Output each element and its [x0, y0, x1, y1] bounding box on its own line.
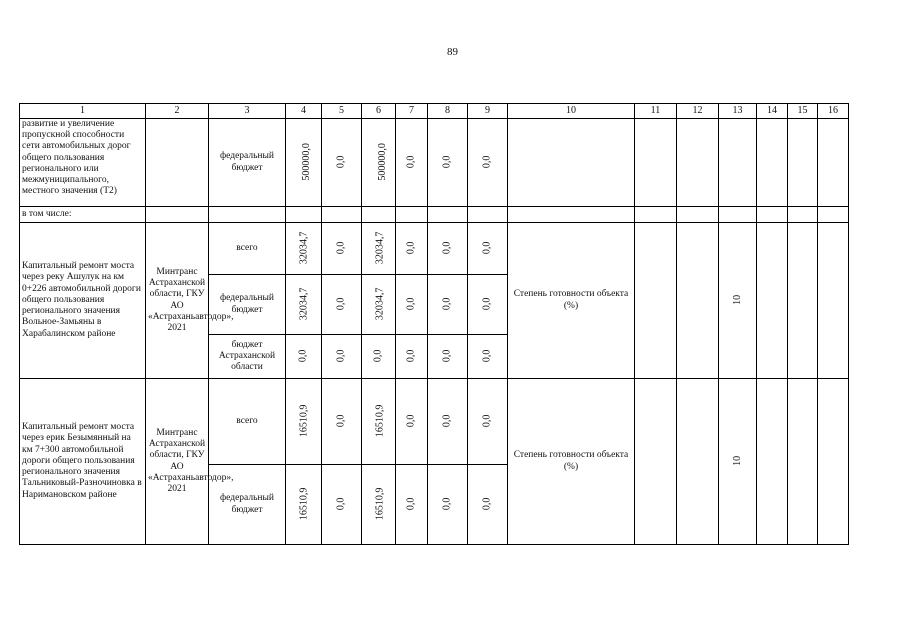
section1-executor — [146, 119, 209, 207]
value-cell: 32034,7 — [362, 275, 396, 335]
project1-source: бюджет Астраханской области — [209, 335, 286, 379]
budget-table — [19, 103, 849, 545]
header-cell: 10 — [508, 104, 635, 119]
section1-description: развитие и увеличение пропускной способности сети автомобильных дорог общего пользования регионального или межмуниципального, местного значения (Т2) — [20, 119, 146, 207]
header-cell: 2 — [146, 104, 209, 119]
project2-source: всего — [209, 379, 286, 465]
header-cell: 9 — [468, 104, 508, 119]
project2-source: федеральный бюджет — [209, 465, 286, 545]
project2-row-total — [20, 379, 849, 465]
value-cell: 0,0 — [468, 119, 508, 207]
value-cell: 0,0 — [322, 335, 362, 379]
project1-indicator: Степень готовности объекта (%) — [508, 223, 635, 379]
value-cell: 32034,7 — [286, 223, 322, 275]
value-cell: 16510,9 — [362, 465, 396, 545]
header-cell: 4 — [286, 104, 322, 119]
value-cell: 0,0 — [362, 335, 396, 379]
value-cell: 0,0 — [322, 275, 362, 335]
project2-target: 10 — [719, 379, 757, 545]
project1-target: 10 — [719, 223, 757, 379]
header-cell: 5 — [322, 104, 362, 119]
value-cell: 0,0 — [396, 379, 428, 465]
value-cell: 0,0 — [468, 379, 508, 465]
value-cell: 0,0 — [468, 335, 508, 379]
value-cell: 0,0 — [322, 223, 362, 275]
value-cell: 0,0 — [396, 335, 428, 379]
value-cell: 0,0 — [428, 465, 468, 545]
header-cell: 16 — [818, 104, 849, 119]
value-cell: 0,0 — [468, 275, 508, 335]
value-cell: 0,0 — [428, 119, 468, 207]
value-cell: 32034,7 — [362, 223, 396, 275]
section1-source: федеральный бюджет — [209, 119, 286, 207]
in-total-row — [20, 207, 849, 223]
in-total-label: в том числе: — [20, 207, 146, 223]
value-cell: 0,0 — [468, 465, 508, 545]
header-cell: 7 — [396, 104, 428, 119]
project1-source: федеральный бюджет — [209, 275, 286, 335]
value-cell: 0,0 — [322, 379, 362, 465]
value-cell: 500000,0 — [362, 119, 396, 207]
value-cell: 0,0 — [286, 335, 322, 379]
header-cell: 3 — [209, 104, 286, 119]
value-cell: 32034,7 — [286, 275, 322, 335]
value-cell: 16510,9 — [286, 379, 322, 465]
header-cell: 8 — [428, 104, 468, 119]
value-cell: 500000,0 — [286, 119, 322, 207]
header-cell: 13 — [719, 104, 757, 119]
project1-executor: Минтранс Астраханской области, ГКУ АО «Астраханьавтодор», 2021 — [146, 223, 209, 379]
value-cell: 0,0 — [468, 223, 508, 275]
header-cell: 12 — [677, 104, 719, 119]
project1-description: Капитальный ремонт моста через реку Ашулук на км 0+226 автомобильной дороги общего пользования регионального значения Вольное-Замьяны в Харабалинском районе — [20, 223, 146, 379]
value-cell: 0,0 — [396, 465, 428, 545]
project2-description: Капитальный ремонт моста через ерик Безымянный на км 7+300 автомобильной дороги общего пользования регионального значения Тальниковый-Разночиновка в Наримановском районе — [20, 379, 146, 545]
value-cell: 0,0 — [428, 275, 468, 335]
value-cell: 16510,9 — [362, 379, 396, 465]
header-cell: 1 — [20, 104, 146, 119]
value-cell: 0,0 — [322, 119, 362, 207]
header-cell: 14 — [757, 104, 788, 119]
project2-indicator: Степень готовности объекта (%) — [508, 379, 635, 545]
header-row — [20, 104, 849, 119]
project2-executor: Минтранс Астраханской области, ГКУ АО «Астраханьавтодор», 2021 — [146, 379, 209, 545]
value-cell: 0,0 — [396, 119, 428, 207]
section1-row — [20, 119, 849, 207]
value-cell: 16510,9 — [286, 465, 322, 545]
value-cell: 0,0 — [322, 465, 362, 545]
header-cell: 11 — [635, 104, 677, 119]
header-cell: 15 — [788, 104, 818, 119]
value-cell: 0,0 — [396, 275, 428, 335]
header-cell: 6 — [362, 104, 396, 119]
project1-source: всего — [209, 223, 286, 275]
value-cell: 0,0 — [396, 223, 428, 275]
project1-row-total — [20, 223, 849, 275]
page-number: 89 — [447, 46, 458, 58]
value-cell: 0,0 — [428, 223, 468, 275]
value-cell: 0,0 — [428, 379, 468, 465]
value-cell: 0,0 — [428, 335, 468, 379]
